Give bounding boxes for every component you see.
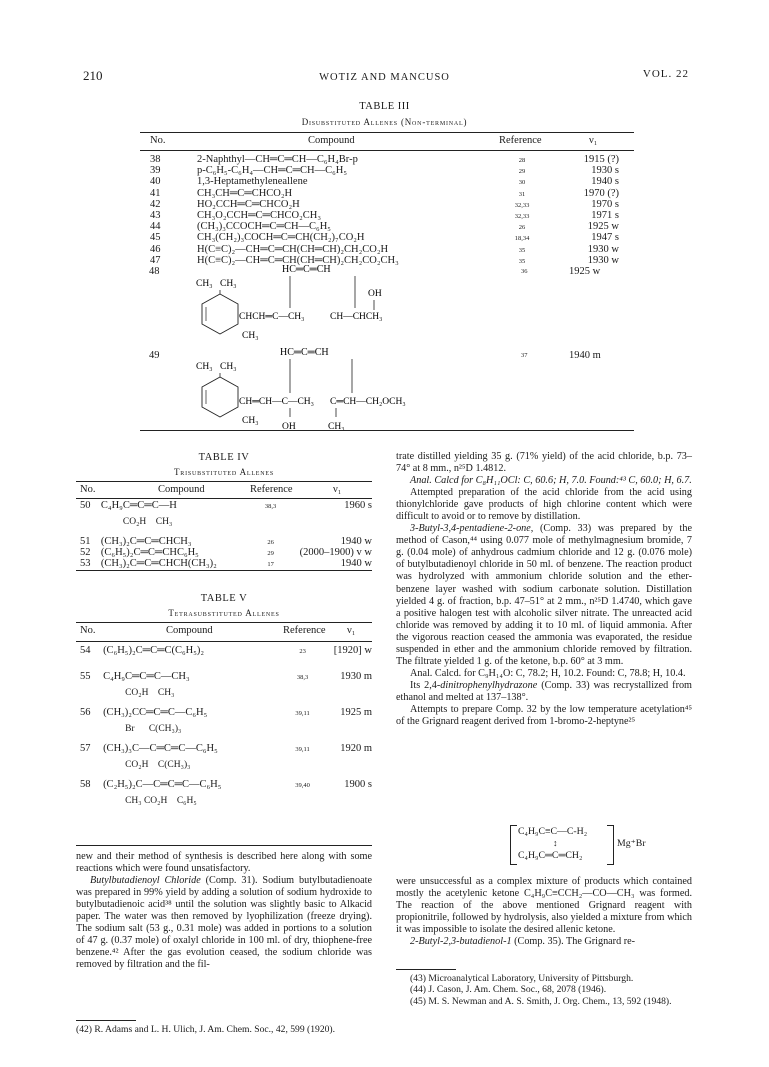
- table3-cell-compound: (CH₃)₃CCOCH═C═CH—C₆H₅: [197, 221, 331, 233]
- grignard-top: C₄H₉C≡C—C-H₂: [518, 826, 588, 837]
- table3-header-nu: ν₁: [589, 135, 598, 146]
- table4-body: [80, 501, 372, 571]
- table4-cell-nu: 1940 w: [340, 558, 372, 570]
- left-column-text: [76, 851, 372, 971]
- table5-cell-no: 55: [80, 671, 91, 682]
- butylbutadienoyl-chloride-heading: Butylbutadienoyl Chloride: [90, 875, 201, 887]
- table3-header-compound: Compound: [308, 135, 355, 146]
- table3-caption: TABLE III: [359, 101, 410, 112]
- table3-bottom-rule: [140, 430, 634, 431]
- table5-top-rule: [76, 622, 372, 623]
- table3-cell-compound: p-C₆H₅-C₆H₄—CH═C═CH—C₆H₅: [197, 165, 348, 177]
- right-paragraph-4: 3-Butyl-3,4-pentadiene-2-one, (Comp. 33) was prepared by the method of Cason,⁴⁴ using 0.077 mole of methylmagnesium bromide, 7 g. (0.04 mole) of anhydrous cadmium chloride and 12 g. (0.076 mole) of butylbutadienoyl chloride in 50 ml. of benzene. The reaction product was hydrolyzed with ammonium chloride solution and the ether-benzene layer washed with sodium carbonate solution. Distillation yielded 4 g. of fraction, b.p. 47–51° at 2 mm., n²⁵D 1.4740, which gave a positive halogen test with alcoholic silver nitrate. The unreacted acid chloride was removed by adding it to 10 ml. of liquid ammonia. After the vigorous reaction ceased the ammonia was evaporated, the residue suspended in ether and the ammonium chloride removed by filtration. The filtrate yielded 1 g. of the ketone, b.p. 60° at 3 mm.: [396, 523, 692, 667]
- table5-cell-ref: 39,11: [295, 746, 310, 753]
- table3-cell-nu: 1930 w: [587, 254, 619, 266]
- s49-ringme: CH₃: [242, 416, 259, 426]
- table4-row: [80, 501, 372, 537]
- left-paragraph-2: Butylbutadienoyl Chloride (Comp. 31). Sodium butylbutadienoate was prepared in 99% yield by adding a solution of sodium hydroxide to butylbutadienoic acid³⁸ until the solution was slightly basic to Alkacid paper. The water was then removed by lyophilization (freeze drying). The sodium salt (53 g., 0.31 mole) was added in portions to a solution of 47 g. (0.37 mole) of oxalyl chloride in 100 ml. of dry, thiophene-free benzene.⁴² After the gas evolution ceased, the sodium chloride was removed by filtration and the fil-: [76, 875, 372, 971]
- table3-row48-ref: 36: [521, 268, 528, 275]
- right-paragraph-7: Attempts to prepare Comp. 32 by the low temperature acetylation⁴⁵ of the Grignard reagent derived from 1-bromo-2-heptyne²⁵: [396, 703, 692, 728]
- volume-label: VOL. 22: [642, 68, 689, 80]
- right-column-text: [396, 451, 692, 728]
- table5-cell-compound: (C₂H₅)₂C—C═C═C—C₆H₅ CH₃ CO₂H C₆H₅: [103, 780, 271, 816]
- table3-cell-nu: 1970 (?): [583, 187, 619, 199]
- structure-48: [190, 260, 490, 350]
- table3-cell-ref: 35: [518, 246, 526, 254]
- table3-cell-compound: 2-Naphthyl—CH═C═CH—C₆H₄Br-p: [197, 154, 358, 165]
- table3-cell-ref: 29: [518, 168, 526, 176]
- table3-row48-no: 48: [149, 266, 160, 277]
- table4-cell-no: 52: [80, 547, 91, 559]
- table4-cell-ref: 38,3: [264, 503, 277, 510]
- table3-cell-no: 47: [150, 254, 161, 266]
- table5-cell-nu: 1925 m: [340, 707, 372, 718]
- right-paragraph-8: were unsuccessful as a complex mixture of products which contained mostly the acetylenic ketone C₄H₉C≡CCH₂—CO—CH₃ was formed. The reaction of the above mentioned Grignard reagent with propionitrile, followed by hydrolysis, also yielded a mixture from which it was impossible to isolate the desired allenic ketone.: [396, 876, 692, 936]
- table3-cell-compound: CH₃(CH₂)₃COCH═C═CH(CH₂)₇CO₂H: [197, 232, 365, 244]
- table5-header-no: No.: [80, 625, 96, 636]
- table3-cell-compound: CH₃O₂CCH═C═CHCO₂CH₃: [197, 210, 322, 222]
- table5-bottom-rule: [76, 845, 372, 846]
- s48-oh: OH: [368, 289, 382, 299]
- table3-cell-nu: 1915 (?): [583, 154, 619, 165]
- right-footnotes: [396, 973, 692, 1007]
- table5-cell-nu: [1920] w: [333, 645, 372, 656]
- table3-cell-no: 43: [150, 210, 161, 222]
- right-paragraph-9: 2-Butyl-2,3-butadienol-1 (Comp. 35). The Grignard re-: [410, 936, 636, 948]
- table3-row48-nu: 1925 w: [569, 266, 601, 277]
- table3-cell-nu: 1971 s: [591, 210, 619, 222]
- table5-cell-compound: (CH₃)₃C—C═C═C—C₆H₅ CO₂H C(CH₃)₃: [103, 744, 271, 780]
- right-paragraph-3: Attempted preparation of the acid chloride from the acid using thionylchloride gave products of high chlorine content which were difficult to avoid or to remove by distillation.: [396, 487, 692, 523]
- table4-cell-ref: 26: [267, 539, 274, 546]
- table4-caption: TABLE IV: [198, 452, 250, 463]
- table5-cell-substituents: Br C(CH₃)₃: [125, 724, 182, 735]
- table3-header-reference: Reference: [499, 135, 542, 146]
- table5-cell-substituents: CH₃ CO₂H C₆H₅: [125, 796, 197, 807]
- table5-cell-ref: 39,40: [295, 782, 310, 789]
- table5-cell-compound: (C₆H₅)₂C═C═C(C₆H₅)₂: [103, 645, 205, 656]
- s48-me1: CH₃: [196, 279, 213, 289]
- table5-cell-compound: C₄H₉C═C═C—CH₃ CO₂H CH₃: [103, 672, 271, 708]
- table5-cell-substituents: CO₂H CH₃: [125, 688, 175, 699]
- table3-cell-ref: 32,33: [514, 201, 530, 209]
- table3-cell-no: 46: [150, 243, 161, 255]
- table3-cell-compound: CH₃CH═C═CHCO₂H: [197, 187, 293, 199]
- s49-me2: CH₃: [220, 362, 237, 372]
- table4-header-nu: ν₁: [333, 484, 342, 495]
- table3-cell-no: 42: [150, 198, 161, 210]
- table5-cell-nu: 1920 m: [340, 743, 372, 754]
- table3-header-no: No.: [150, 135, 166, 146]
- table3-cell-ref: 28: [518, 157, 526, 164]
- table4-cell-compound: C₄H₉C═C═C—H CO₂H CH₃: [101, 501, 242, 537]
- table5-cell-no: 58: [80, 779, 91, 790]
- table5-row: [80, 708, 372, 744]
- table4-cell-no: 53: [80, 558, 91, 570]
- s49-bottomme: CH₃: [328, 422, 345, 432]
- table3-cell-nu: 1947 s: [591, 232, 619, 244]
- table4-cell-nu: 1960 s: [344, 500, 372, 511]
- s48-ringme: CH₃: [242, 331, 259, 341]
- footnote-43: (43) Microanalytical Laboratory, University of Pittsburgh.: [410, 973, 634, 984]
- table5-row: [80, 744, 372, 780]
- table3-cell-nu: 1925 w: [587, 221, 619, 233]
- s48-top: HC═C═CH: [282, 264, 331, 275]
- table5-header-nu: ν₁: [347, 625, 356, 636]
- grignard-structure: [510, 823, 680, 869]
- table5-header-reference: Reference: [283, 625, 326, 636]
- table5-cell-no: 57: [80, 743, 91, 754]
- dnph-heading: dinitrophenylhydrazone: [440, 679, 538, 691]
- structure-49: [190, 343, 530, 443]
- table5-cell-compound: (CH₃)₂CC═C═C—C₆H₅ Br C(CH₃)₃: [103, 708, 271, 744]
- table5-cell-ref: 38,3: [296, 674, 309, 681]
- table3-row49-no: 49: [149, 350, 160, 361]
- table3-cell-ref: 26: [518, 224, 526, 232]
- footnote-42: (42) R. Adams and L. H. Ulich, J. Am. Chem. Soc., 42, 599 (1920).: [76, 1024, 336, 1035]
- table5-cell-substituents: CO₂H C(CH₃)₃: [125, 760, 191, 771]
- table3-cell-ref: 30: [518, 179, 526, 187]
- table3-cell-compound: H(C≡C)₂—CH═C═CH(CH═CH)₂CH₂CO₂CH₃: [197, 254, 399, 266]
- table3-cell-no: 39: [150, 165, 161, 177]
- left-paragraph-1: new and their method of synthesis is described here along with some reactions which were found unsatisfactory.: [76, 851, 372, 875]
- table5-cell-no: 54: [80, 645, 91, 656]
- right-paragraph-6: Its 2,4-dinitrophenylhydrazone (Comp. 33) was recrystallized from ethanol and melted at 137–138°.: [396, 679, 692, 703]
- table5-caption: TABLE V: [200, 593, 248, 604]
- footnote-44: (44) J. Cason, J. Am. Chem. Soc., 68, 2078 (1946).: [410, 984, 607, 996]
- table4-cell-no: 51: [80, 536, 91, 547]
- table4-cell-compound: (CH₃)₂C═C═CHCH₃: [100, 536, 192, 547]
- table3-subtitle: Disubstituted Allenes (Non-terminal): [301, 117, 468, 127]
- table3-top-rule: [140, 132, 634, 133]
- table5-cell-ref: 23: [299, 648, 306, 655]
- s48-side: CHCH═C—CH₃: [239, 312, 305, 322]
- right-column-text-2: [396, 876, 692, 948]
- table3-cell-ref: 18,34: [514, 235, 530, 243]
- table3-cell-no: 38: [150, 154, 161, 165]
- table3-cell-no: 40: [150, 176, 161, 188]
- s49-oh: OH: [282, 422, 296, 432]
- table4-cell-ref: 17: [267, 561, 274, 569]
- table3-cell-nu: 1970 s: [591, 198, 619, 210]
- table5-row: [80, 672, 372, 708]
- table5-cell-ref: 39,11: [295, 710, 310, 717]
- table3-cell-ref: 31: [518, 190, 526, 198]
- table4-bottom-rule: [76, 570, 372, 571]
- table3-cell-no: 45: [150, 232, 161, 244]
- table5-cell-nu: 1930 m: [340, 671, 372, 682]
- table4-cell-compound: (C₆H₅)₂C═C═CHC₆H₅: [100, 547, 199, 559]
- butyl-butadienol-heading: 2-Butyl-2,3-butadienol-1: [410, 936, 512, 948]
- footnote-45: (45) M. S. Newman and A. S. Smith, J. Org. Chem., 13, 592 (1948).: [410, 995, 672, 1007]
- right-anal-1: Anal. Calcd for C₈H₁₁OCl: C, 60.6; H, 7.0. Found:⁴³ C, 60.0; H, 6.7.: [410, 475, 692, 487]
- table3-body: [150, 155, 630, 267]
- right-paragraph-1: trate distilled yielding 35 g. (71% yield) of the acid chloride, b.p. 73–74° at 8 mm., n²⁵D 1.4812.: [396, 451, 692, 475]
- table4-subtitle: Trisubstituted Allenes: [173, 467, 274, 477]
- table5-row: [80, 646, 372, 672]
- table3-cell-no: 44: [150, 221, 161, 233]
- table4-row: [80, 559, 372, 570]
- table4-header-rule: [76, 498, 372, 499]
- table3-row49-ref: 37: [521, 352, 528, 359]
- table3-row49-nu: 1940 m: [569, 350, 601, 361]
- table4-top-rule: [76, 481, 372, 482]
- table3-cell-compound: HO₂CCH═C═CHCO₂H: [197, 198, 300, 210]
- table5-row: [80, 780, 372, 816]
- s49-top: HC═C═CH: [280, 347, 329, 358]
- table3-cell-nu: 1930 s: [591, 165, 619, 177]
- table4-cell-substituents: CO₂H CH₃: [122, 517, 173, 528]
- table5-header-rule: [76, 641, 372, 642]
- grignard-arrow: ↕: [553, 838, 558, 848]
- table4-cell-ref: 29: [267, 550, 274, 558]
- table3-cell-compound: H(C≡C)₂—CH═C═CH(CH═CH)₂CH₂CO₂H: [197, 243, 389, 255]
- left-footnote-rule: [76, 1020, 136, 1021]
- table5-header-compound: Compound: [166, 625, 213, 636]
- s49-side: CH═CH—C—CH₃: [239, 397, 314, 407]
- grignard-mg: Mg⁺Br: [617, 838, 646, 849]
- table5-cell-nu: 1900 s: [344, 779, 372, 790]
- table4-cell-nu: (2000–1900) v w: [299, 547, 372, 559]
- table4-cell-no: 50: [80, 500, 91, 511]
- table4-header-compound: Compound: [158, 484, 205, 495]
- table4-header-no: No.: [80, 484, 96, 495]
- table3-cell-compound: 1,3-Heptamethyleneallene: [197, 176, 308, 188]
- s48-right: CH—CHCH₃: [330, 312, 383, 322]
- grignard-bottom: C₄H₉C═C═CH₂: [518, 850, 583, 861]
- table4-header-reference: Reference: [250, 484, 293, 495]
- table4-cell-nu: 1940 w: [340, 536, 372, 547]
- right-anal-2: Anal. Calcd. for C₉H₁₄O: C, 78.2; H, 10.2. Found: C, 78.8; H, 10.4.: [410, 667, 686, 679]
- s48-me2: CH₃: [220, 279, 237, 289]
- table3-header-rule: [140, 150, 634, 151]
- table5-body: [80, 646, 372, 816]
- table3-cell-nu: 1940 s: [591, 176, 619, 188]
- table5-subtitle: Tetrasubstituted Allenes: [168, 608, 280, 618]
- table3-cell-ref: 35: [518, 257, 526, 265]
- page-number: 210: [83, 68, 103, 83]
- right-footnote-rule: [396, 969, 456, 970]
- butyl-pentadienone-heading: 3-Butyl-3,4-pentadiene-2-one,: [410, 523, 534, 535]
- table3-cell-nu: 1930 w: [587, 243, 619, 255]
- s49-right: C═CH—CH₂OCH₃: [330, 397, 406, 407]
- table3-cell-ref: 32,33: [514, 213, 530, 221]
- table3-cell-no: 41: [150, 187, 161, 199]
- running-title: WOTIZ AND MANCUSO: [319, 72, 450, 83]
- table5-cell-no: 56: [80, 707, 91, 718]
- s49-me1: CH₃: [196, 362, 213, 372]
- table4-cell-compound: (CH₃)₂C═C═CHCH(CH₃)₂: [100, 558, 217, 570]
